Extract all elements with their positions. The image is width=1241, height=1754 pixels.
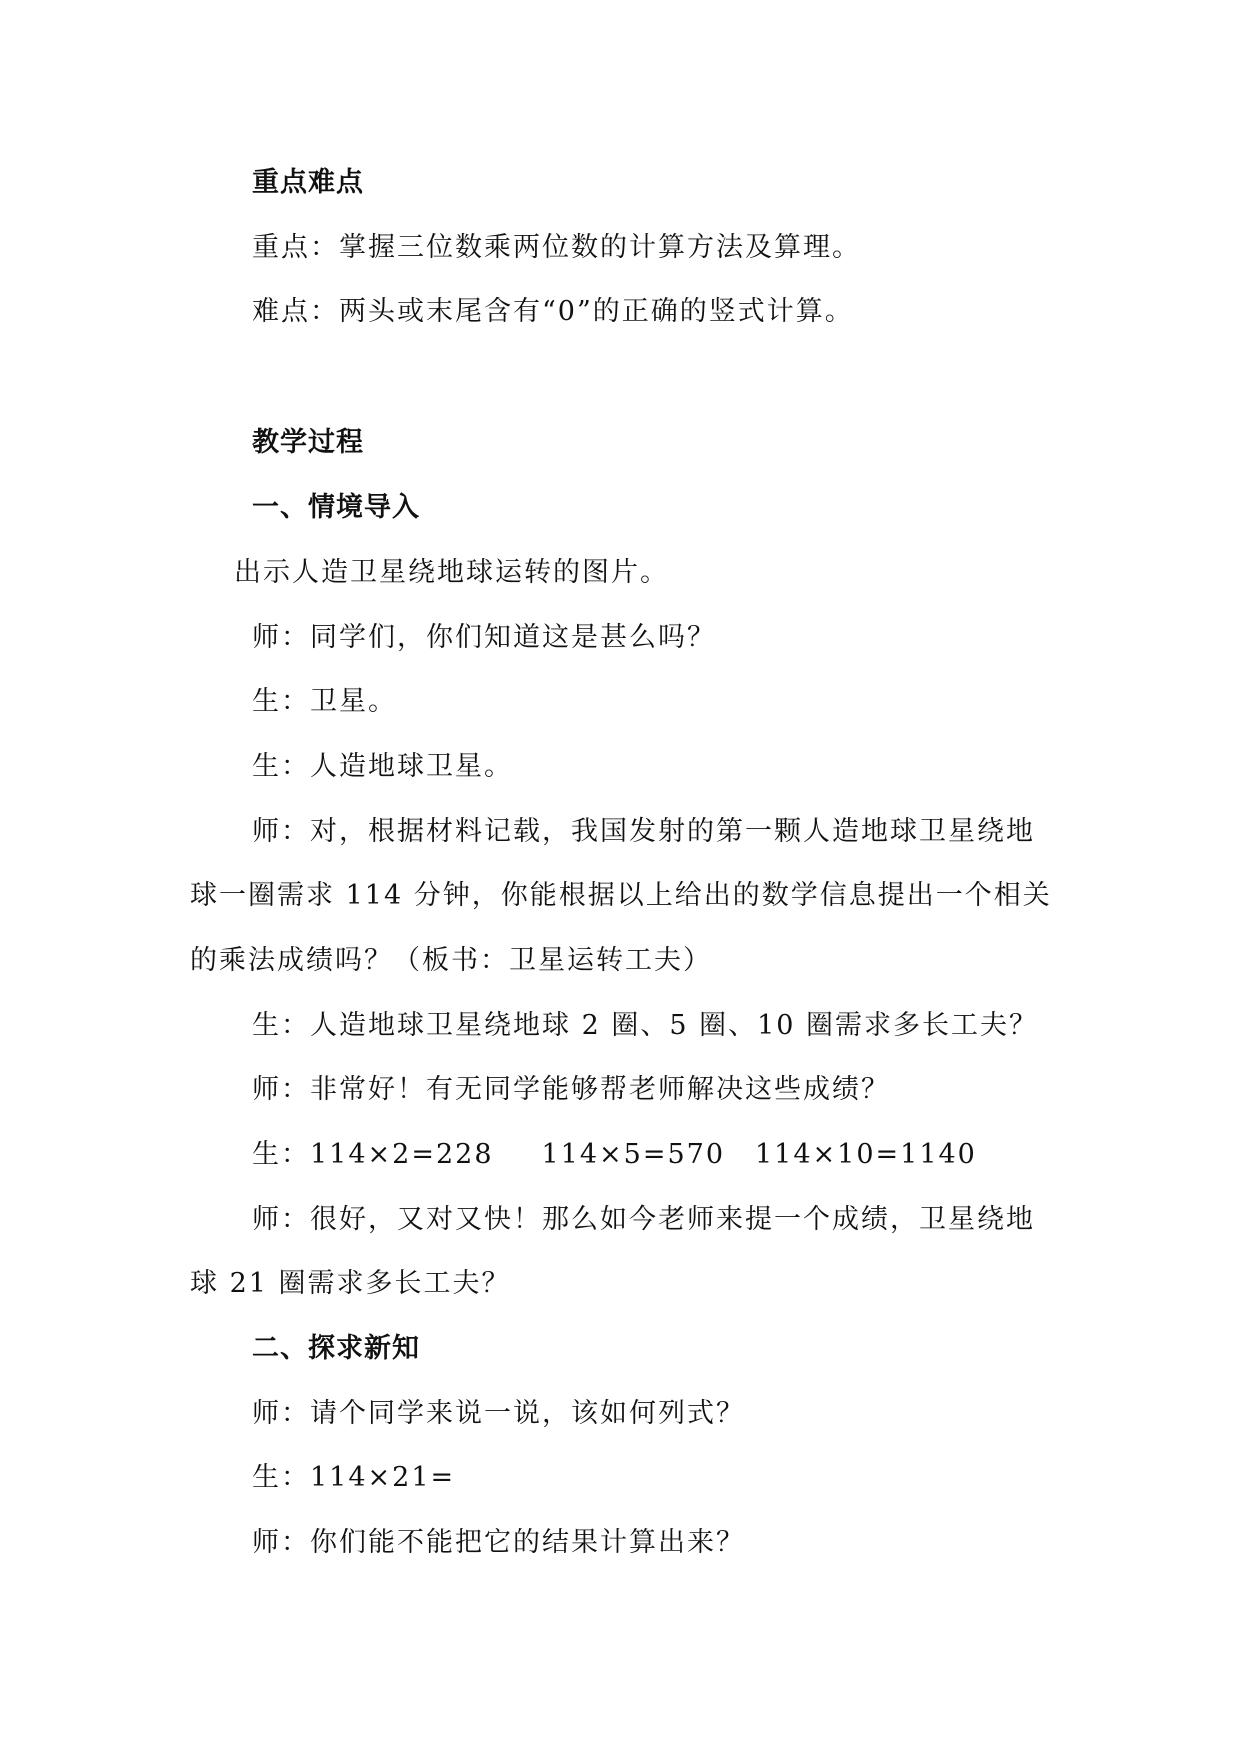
equation-3: 114×10=1140: [755, 1139, 977, 1170]
paragraph-line: 师：非常好！有无同学能够帮老师解决这些成绩？: [252, 1074, 890, 1105]
paragraph-line: 球一圈需求 114 分钟，你能根据以上给出的数学信息提出一个相关: [190, 880, 1052, 911]
section-title-key-points: 重点难点: [252, 167, 364, 198]
part1-title: 一、情境导入: [252, 492, 420, 523]
equation-2: 114×5=570: [541, 1139, 725, 1170]
paragraph-line: 生：114×21=: [252, 1462, 456, 1493]
paragraph-line: 的乘法成绩吗？（板书：卫星运转工夫）: [190, 945, 712, 976]
equations-line: [252, 1135, 977, 1175]
paragraph-line: 师：请个同学来说一说，该如何列式？: [252, 1398, 745, 1429]
paragraph-line: 师：同学们，你们知道这是甚么吗？: [252, 622, 716, 653]
difficulty-text: 难点：两头或末尾含有“0”的正确的竖式计算。: [252, 296, 854, 327]
paragraph-line: 师：很好，又对又快！那么如今老师来提一个成绩，卫星绕地: [252, 1204, 1035, 1235]
paragraph-line: 球 21 圈需求多长工夫？: [190, 1268, 511, 1299]
paragraph-line: 师：你们能不能把它的结果计算出来？: [252, 1527, 745, 1558]
equation-1: 114×2=228: [310, 1139, 494, 1170]
paragraph-line: 师：对，根据材料记载，我国发射的第一颗人造地球卫星绕地: [252, 816, 1035, 847]
section-title-process: 教学过程: [252, 427, 364, 458]
part2-title: 二、探求新知: [252, 1333, 420, 1364]
key-point-text: 重点：掌握三位数乘两位数的计算方法及算理。: [252, 232, 861, 263]
paragraph-line: 生：卫星。: [252, 686, 397, 717]
paragraph-line: 生：人造地球卫星。: [252, 751, 513, 782]
paragraph-line: 出示人造卫星绕地球运转的图片。: [234, 557, 669, 588]
paragraph-line: 生：人造地球卫星绕地球 2 圈、5 圈、10 圈需求多长工夫？: [252, 1010, 1039, 1041]
equation-prefix: 生：: [252, 1139, 310, 1170]
